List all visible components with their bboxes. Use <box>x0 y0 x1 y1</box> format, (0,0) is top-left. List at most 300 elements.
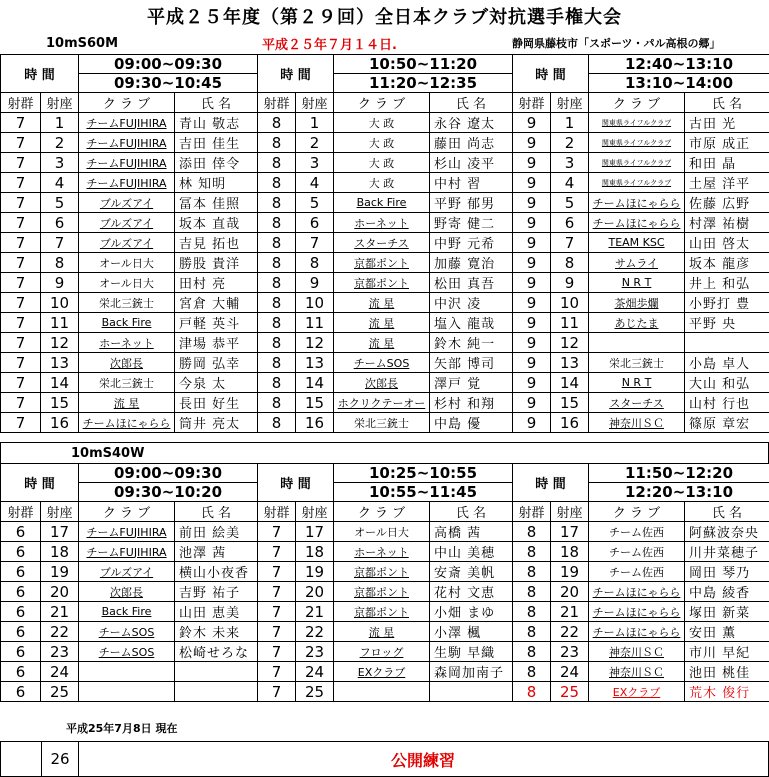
athlete-name: 杉村 和翔 <box>430 393 513 413</box>
athlete-name: 中沢 凌 <box>430 293 513 313</box>
table-row <box>1 682 769 702</box>
club-name: ホクリクテーオー <box>334 393 430 413</box>
shooting-group: 9 <box>513 213 551 233</box>
club-name: チーム佐西 <box>589 522 685 542</box>
athlete-name: 小島 卓人 <box>685 353 769 373</box>
time-slot-main: 11:20~12:35 <box>334 74 513 93</box>
shooting-group: 6 <box>1 682 41 702</box>
column-header-club: ク ラ ブ <box>79 93 175 113</box>
lane-number: 16 <box>41 413 79 433</box>
practice-label: 公開練習 <box>390 750 455 770</box>
lane-number: 20 <box>41 582 79 602</box>
lane-number: 4 <box>41 173 79 193</box>
lane-number: 1 <box>41 113 79 133</box>
athlete-name: 平野 郁男 <box>430 193 513 213</box>
athlete-name: 青山 敬志 <box>175 113 258 133</box>
club-name: あじたま <box>589 313 685 333</box>
table-row <box>1 153 769 173</box>
lane-number: 11 <box>296 313 334 333</box>
column-header-shagun: 射群 <box>1 93 41 113</box>
athlete-name: 津場 恭平 <box>175 333 258 353</box>
athlete-name: 宮倉 大輔 <box>175 293 258 313</box>
lane-number: 5 <box>551 193 589 213</box>
column-header-shaza: 射座 <box>551 93 589 113</box>
athlete-name: 田村 亮 <box>175 273 258 293</box>
club-name: スターチス <box>334 233 430 253</box>
section2-event: 10mS40W <box>71 445 145 461</box>
club-name: 大 政 <box>334 173 430 193</box>
column-header-shagun: 射群 <box>513 502 551 522</box>
lane-number: 10 <box>551 293 589 313</box>
lane-number: 19 <box>41 562 79 582</box>
shooting-group: 8 <box>258 153 296 173</box>
column-header-name: 氏 名 <box>685 93 769 113</box>
athlete-name: 森岡加南子 <box>430 662 513 682</box>
lane-number: 3 <box>41 153 79 173</box>
lane-number: 14 <box>41 373 79 393</box>
shooting-group: 8 <box>258 173 296 193</box>
club-name: ホーネット <box>79 333 175 353</box>
athlete-name: 篠原 章宏 <box>685 413 769 433</box>
lane-number: 6 <box>296 213 334 233</box>
lane-number: 23 <box>551 642 589 662</box>
club-name: 関東県ライフルクラブ <box>589 173 685 193</box>
club-name: チーム佐西 <box>589 542 685 562</box>
club-name: 大 政 <box>334 133 430 153</box>
club-name: チームほにゃらら <box>589 193 685 213</box>
athlete-name: 安田 薫 <box>685 622 769 642</box>
table-row <box>1 333 769 353</box>
table-row <box>1 273 769 293</box>
club-name: Back Fire <box>334 193 430 213</box>
club-name: 茶畑歩爛 <box>589 293 685 313</box>
time-header-label: 時 間 <box>513 55 589 93</box>
athlete-name: 坂本 直哉 <box>175 213 258 233</box>
athlete-name: 中山 美穂 <box>430 542 513 562</box>
athlete-name: 松田 真吾 <box>430 273 513 293</box>
athlete-name: 加藤 寛治 <box>430 253 513 273</box>
club-name <box>334 682 430 702</box>
club-name: チームFUJIHIRA <box>79 173 175 193</box>
shooting-group: 8 <box>513 662 551 682</box>
time-slot-start: 09:00~09:30 <box>79 55 258 74</box>
shooting-group: 7 <box>1 173 41 193</box>
practice-row <box>0 741 769 777</box>
lane-number: 22 <box>296 622 334 642</box>
lane-number: 1 <box>551 113 589 133</box>
shooting-group: 7 <box>258 642 296 662</box>
table-row <box>1 662 769 682</box>
club-name: オール日大 <box>334 522 430 542</box>
table-row <box>1 233 769 253</box>
time-slot-start: 12:40~13:10 <box>589 55 769 74</box>
lane-number: 3 <box>296 153 334 173</box>
athlete-name: 村澤 祐樹 <box>685 213 769 233</box>
time-header-label: 時 間 <box>258 464 334 502</box>
club-name: ホーネット <box>334 542 430 562</box>
shooting-group: 9 <box>513 313 551 333</box>
column-header-shaza: 射座 <box>551 502 589 522</box>
athlete-name: 澤戸 覚 <box>430 373 513 393</box>
athlete-name: 戸軽 英斗 <box>175 313 258 333</box>
lane-number: 21 <box>296 602 334 622</box>
shooting-group: 8 <box>513 682 551 702</box>
club-name: 流 星 <box>334 293 430 313</box>
shooting-group: 7 <box>258 662 296 682</box>
lane-number: 2 <box>41 133 79 153</box>
lane-number: 7 <box>551 233 589 253</box>
lane-number: 9 <box>551 273 589 293</box>
shooting-group: 9 <box>513 393 551 413</box>
lane-number: 4 <box>551 173 589 193</box>
club-name: チームFUJIHIRA <box>79 113 175 133</box>
shooting-group: 7 <box>1 193 41 213</box>
athlete-name <box>430 682 513 702</box>
lane-number: 12 <box>551 333 589 353</box>
club-name: Back Fire <box>79 313 175 333</box>
shooting-group: 7 <box>1 373 41 393</box>
shooting-group: 8 <box>258 333 296 353</box>
shooting-group: 7 <box>1 333 41 353</box>
club-name: 京都ポント <box>334 602 430 622</box>
schedule-table-women <box>0 463 769 702</box>
athlete-name <box>685 333 769 353</box>
column-header-name: 氏 名 <box>175 93 258 113</box>
time-slot-main: 09:30~10:20 <box>79 483 258 502</box>
club-name: チームSOS <box>79 642 175 662</box>
club-name: 次郎長 <box>334 373 430 393</box>
shooting-group: 6 <box>1 642 41 662</box>
lane-number: 20 <box>551 582 589 602</box>
lane-number: 9 <box>41 273 79 293</box>
column-header-shaza: 射座 <box>296 93 334 113</box>
club-name: チームSOS <box>79 622 175 642</box>
lane-number: 24 <box>41 662 79 682</box>
shooting-group: 8 <box>513 542 551 562</box>
athlete-name: 大山 和弘 <box>685 373 769 393</box>
lane-number: 5 <box>41 193 79 213</box>
shooting-group: 8 <box>513 622 551 642</box>
lane-number: 19 <box>551 562 589 582</box>
shooting-group: 8 <box>258 113 296 133</box>
athlete-name: 中島 優 <box>430 413 513 433</box>
lane-number: 16 <box>551 413 589 433</box>
club-name: 京都ポント <box>334 253 430 273</box>
column-header-club: ク ラ ブ <box>589 93 685 113</box>
lane-number: 21 <box>41 602 79 622</box>
club-name: ブルズアイ <box>79 233 175 253</box>
lane-number: 12 <box>296 333 334 353</box>
lane-number: 25 <box>41 682 79 702</box>
lane-number: 10 <box>41 293 79 313</box>
column-header-name: 氏 名 <box>685 502 769 522</box>
shooting-group: 9 <box>513 133 551 153</box>
shooting-group: 7 <box>1 353 41 373</box>
table-row <box>1 253 769 273</box>
athlete-name: 荒木 俊行 <box>685 682 769 702</box>
lane-number: 25 <box>551 682 589 702</box>
column-header-club: ク ラ ブ <box>589 502 685 522</box>
shooting-group: 7 <box>1 273 41 293</box>
shooting-group: 9 <box>513 353 551 373</box>
club-name <box>79 682 175 702</box>
shooting-group: 7 <box>1 253 41 273</box>
lane-number: 24 <box>551 662 589 682</box>
athlete-name: 長田 好生 <box>175 393 258 413</box>
club-name: 流 星 <box>79 393 175 413</box>
club-name: 次郎長 <box>79 353 175 373</box>
athlete-name: 藤田 尚志 <box>430 133 513 153</box>
club-name: TEAM KSC <box>589 233 685 253</box>
lane-number: 15 <box>551 393 589 413</box>
athlete-name <box>175 662 258 682</box>
table-row <box>1 353 769 373</box>
column-header-club: ク ラ ブ <box>79 502 175 522</box>
shooting-group: 8 <box>258 353 296 373</box>
time-slot-start: 10:50~11:20 <box>334 55 513 74</box>
lane-number: 22 <box>551 622 589 642</box>
athlete-name: 勝岡 弘幸 <box>175 353 258 373</box>
club-name: ホーネット <box>334 213 430 233</box>
athlete-name: 吉野 祐子 <box>175 582 258 602</box>
event-date: 平成２５年７月１４日. <box>262 37 397 53</box>
table-row <box>1 173 769 193</box>
shooting-group: 8 <box>258 233 296 253</box>
lane-number: 16 <box>296 413 334 433</box>
athlete-name: 山田 恵美 <box>175 602 258 622</box>
lane-number: 13 <box>41 353 79 373</box>
athlete-name: 高橋 茜 <box>430 522 513 542</box>
athlete-name: 中野 元希 <box>430 233 513 253</box>
club-name: N R T <box>589 273 685 293</box>
table-row <box>1 562 769 582</box>
athlete-name: 小澤 楓 <box>430 622 513 642</box>
shooting-group: 6 <box>1 602 41 622</box>
athlete-name: 筒井 亮太 <box>175 413 258 433</box>
lane-number: 6 <box>551 213 589 233</box>
lane-number: 8 <box>41 253 79 273</box>
table-row <box>1 213 769 233</box>
club-name: 栄北三銃士 <box>334 413 430 433</box>
club-name: チームFUJIHIRA <box>79 153 175 173</box>
time-header-label: 時 間 <box>258 55 334 93</box>
athlete-name: 塩入 龍哉 <box>430 313 513 333</box>
shooting-group: 6 <box>1 662 41 682</box>
athlete-name: 市川 早紀 <box>685 642 769 662</box>
athlete-name: 添田 倖令 <box>175 153 258 173</box>
club-name: 神奈川ＳＣ <box>589 413 685 433</box>
shooting-group: 9 <box>513 233 551 253</box>
club-name: 京都ポント <box>334 562 430 582</box>
lane-number: 1 <box>296 113 334 133</box>
lane-number: 25 <box>296 682 334 702</box>
club-name: 大 政 <box>334 153 430 173</box>
shooting-group: 9 <box>513 293 551 313</box>
club-name: オール日大 <box>79 273 175 293</box>
club-name <box>589 333 685 353</box>
athlete-name: 池田 桃佳 <box>685 662 769 682</box>
column-header-shagun: 射群 <box>513 93 551 113</box>
table-row <box>1 373 769 393</box>
shooting-group: 7 <box>258 602 296 622</box>
club-name: フロッグ <box>334 642 430 662</box>
lane-number: 13 <box>551 353 589 373</box>
athlete-name: 池澤 茜 <box>175 542 258 562</box>
lane-number: 11 <box>41 313 79 333</box>
column-header-name: 氏 名 <box>430 502 513 522</box>
shooting-group: 7 <box>1 233 41 253</box>
lane-number: 14 <box>296 373 334 393</box>
column-header-club: ク ラ ブ <box>334 93 430 113</box>
club-name: チームFUJIHIRA <box>79 542 175 562</box>
as-of-date: 平成25年7月8日 現在 <box>66 722 178 735</box>
shooting-group: 9 <box>513 153 551 173</box>
shooting-group: 8 <box>258 313 296 333</box>
club-name: 流 星 <box>334 333 430 353</box>
shooting-group: 8 <box>258 133 296 153</box>
time-header-label: 時 間 <box>513 464 589 502</box>
athlete-name: 阿蘇波奈央 <box>685 522 769 542</box>
athlete-name: 勝股 貴洋 <box>175 253 258 273</box>
lane-number: 12 <box>41 333 79 353</box>
club-name: スターチス <box>589 393 685 413</box>
schedule-table-men <box>0 54 769 433</box>
lane-number: 3 <box>551 153 589 173</box>
lane-number: 7 <box>41 233 79 253</box>
club-name: 関東県ライフルクラブ <box>589 153 685 173</box>
athlete-name: 花村 文恵 <box>430 582 513 602</box>
athlete-name: 吉見 拓也 <box>175 233 258 253</box>
club-name: 京都ポント <box>334 273 430 293</box>
table-row <box>1 522 769 542</box>
shooting-group: 7 <box>1 153 41 173</box>
shooting-group: 9 <box>513 173 551 193</box>
club-name: 流 星 <box>334 313 430 333</box>
athlete-name: 佐藤 広野 <box>685 193 769 213</box>
club-name: チームほにゃらら <box>589 213 685 233</box>
lane-number: 4 <box>296 173 334 193</box>
athlete-name: 塚田 新菜 <box>685 602 769 622</box>
club-name: チームSOS <box>334 353 430 373</box>
lane-number: 7 <box>296 233 334 253</box>
section2-bar <box>0 442 769 464</box>
club-name: 神奈川ＳＣ <box>589 662 685 682</box>
lane-number: 15 <box>41 393 79 413</box>
athlete-name: 生駒 早織 <box>430 642 513 662</box>
shooting-group: 8 <box>513 642 551 662</box>
shooting-group: 7 <box>258 542 296 562</box>
club-name: 神奈川ＳＣ <box>589 642 685 662</box>
shooting-group: 7 <box>1 113 41 133</box>
club-name: Back Fire <box>79 602 175 622</box>
time-header-label: 時 間 <box>1 464 79 502</box>
club-name: 流 星 <box>334 622 430 642</box>
table-row <box>1 622 769 642</box>
club-name: 京都ポント <box>334 582 430 602</box>
table-row <box>1 293 769 313</box>
club-name: N R T <box>589 373 685 393</box>
shooting-group: 8 <box>258 413 296 433</box>
athlete-name: 平野 央 <box>685 313 769 333</box>
shooting-group: 6 <box>1 542 41 562</box>
lane-number: 23 <box>296 642 334 662</box>
shooting-group: 7 <box>1 133 41 153</box>
column-header-name: 氏 名 <box>175 502 258 522</box>
lane-number: 2 <box>551 133 589 153</box>
athlete-name: 鈴木 未来 <box>175 622 258 642</box>
lane-number: 9 <box>296 273 334 293</box>
lane-number: 18 <box>296 542 334 562</box>
shooting-group: 8 <box>513 562 551 582</box>
club-name: ブルズアイ <box>79 213 175 233</box>
club-name: ブルズアイ <box>79 193 175 213</box>
club-name: 栄北三銃士 <box>79 373 175 393</box>
athlete-name: 小野打 豊 <box>685 293 769 313</box>
club-name: 栄北三銃士 <box>79 293 175 313</box>
club-name: チームFUJIHIRA <box>79 522 175 542</box>
club-name <box>79 662 175 682</box>
athlete-name: 中島 綾香 <box>685 582 769 602</box>
athlete-name: 市原 成正 <box>685 133 769 153</box>
column-header-shagun: 射群 <box>258 502 296 522</box>
venue: 静岡県藤枝市「スポーツ・パル高根の郷」 <box>512 37 721 50</box>
athlete-name: 坂本 龍彦 <box>685 253 769 273</box>
table-row <box>1 542 769 562</box>
shooting-group: 7 <box>1 393 41 413</box>
athlete-name: 永谷 遼太 <box>430 113 513 133</box>
lane-number: 15 <box>296 393 334 413</box>
shooting-group: 9 <box>513 413 551 433</box>
lane-number: 17 <box>41 522 79 542</box>
column-header-shagun: 射群 <box>258 93 296 113</box>
shooting-group: 9 <box>513 373 551 393</box>
time-header-label: 時 間 <box>1 55 79 93</box>
shooting-group: 6 <box>1 582 41 602</box>
athlete-name: 今泉 太 <box>175 373 258 393</box>
athlete-name: 中村 習 <box>430 173 513 193</box>
time-slot-start: 10:25~10:55 <box>334 464 513 483</box>
shooting-group: 8 <box>258 273 296 293</box>
lane-number: 18 <box>41 542 79 562</box>
lane-number: 11 <box>551 313 589 333</box>
club-name: 関東県ライフルクラブ <box>589 113 685 133</box>
table-row <box>1 133 769 153</box>
shooting-group: 8 <box>513 522 551 542</box>
lane-number: 17 <box>296 522 334 542</box>
athlete-name: 古田 光 <box>685 113 769 133</box>
shooting-group: 6 <box>1 562 41 582</box>
club-name: 次郎長 <box>79 582 175 602</box>
lane-number: 13 <box>296 353 334 373</box>
shooting-group: 7 <box>258 522 296 542</box>
club-name: サムライ <box>589 253 685 273</box>
athlete-name: 松崎せろな <box>175 642 258 662</box>
lane-number: 8 <box>551 253 589 273</box>
club-name: 大 政 <box>334 113 430 133</box>
time-slot-main: 09:30~10:45 <box>79 74 258 93</box>
lane-number: 22 <box>41 622 79 642</box>
athlete-name: 山田 啓太 <box>685 233 769 253</box>
athlete-name: 冨本 佳照 <box>175 193 258 213</box>
table-row <box>1 393 769 413</box>
lane-number: 10 <box>296 293 334 313</box>
shooting-group: 9 <box>513 253 551 273</box>
shooting-group: 7 <box>1 213 41 233</box>
shooting-group: 7 <box>258 622 296 642</box>
shooting-group: 6 <box>1 522 41 542</box>
time-slot-main: 13:10~14:00 <box>589 74 769 93</box>
lane-number: 18 <box>551 542 589 562</box>
